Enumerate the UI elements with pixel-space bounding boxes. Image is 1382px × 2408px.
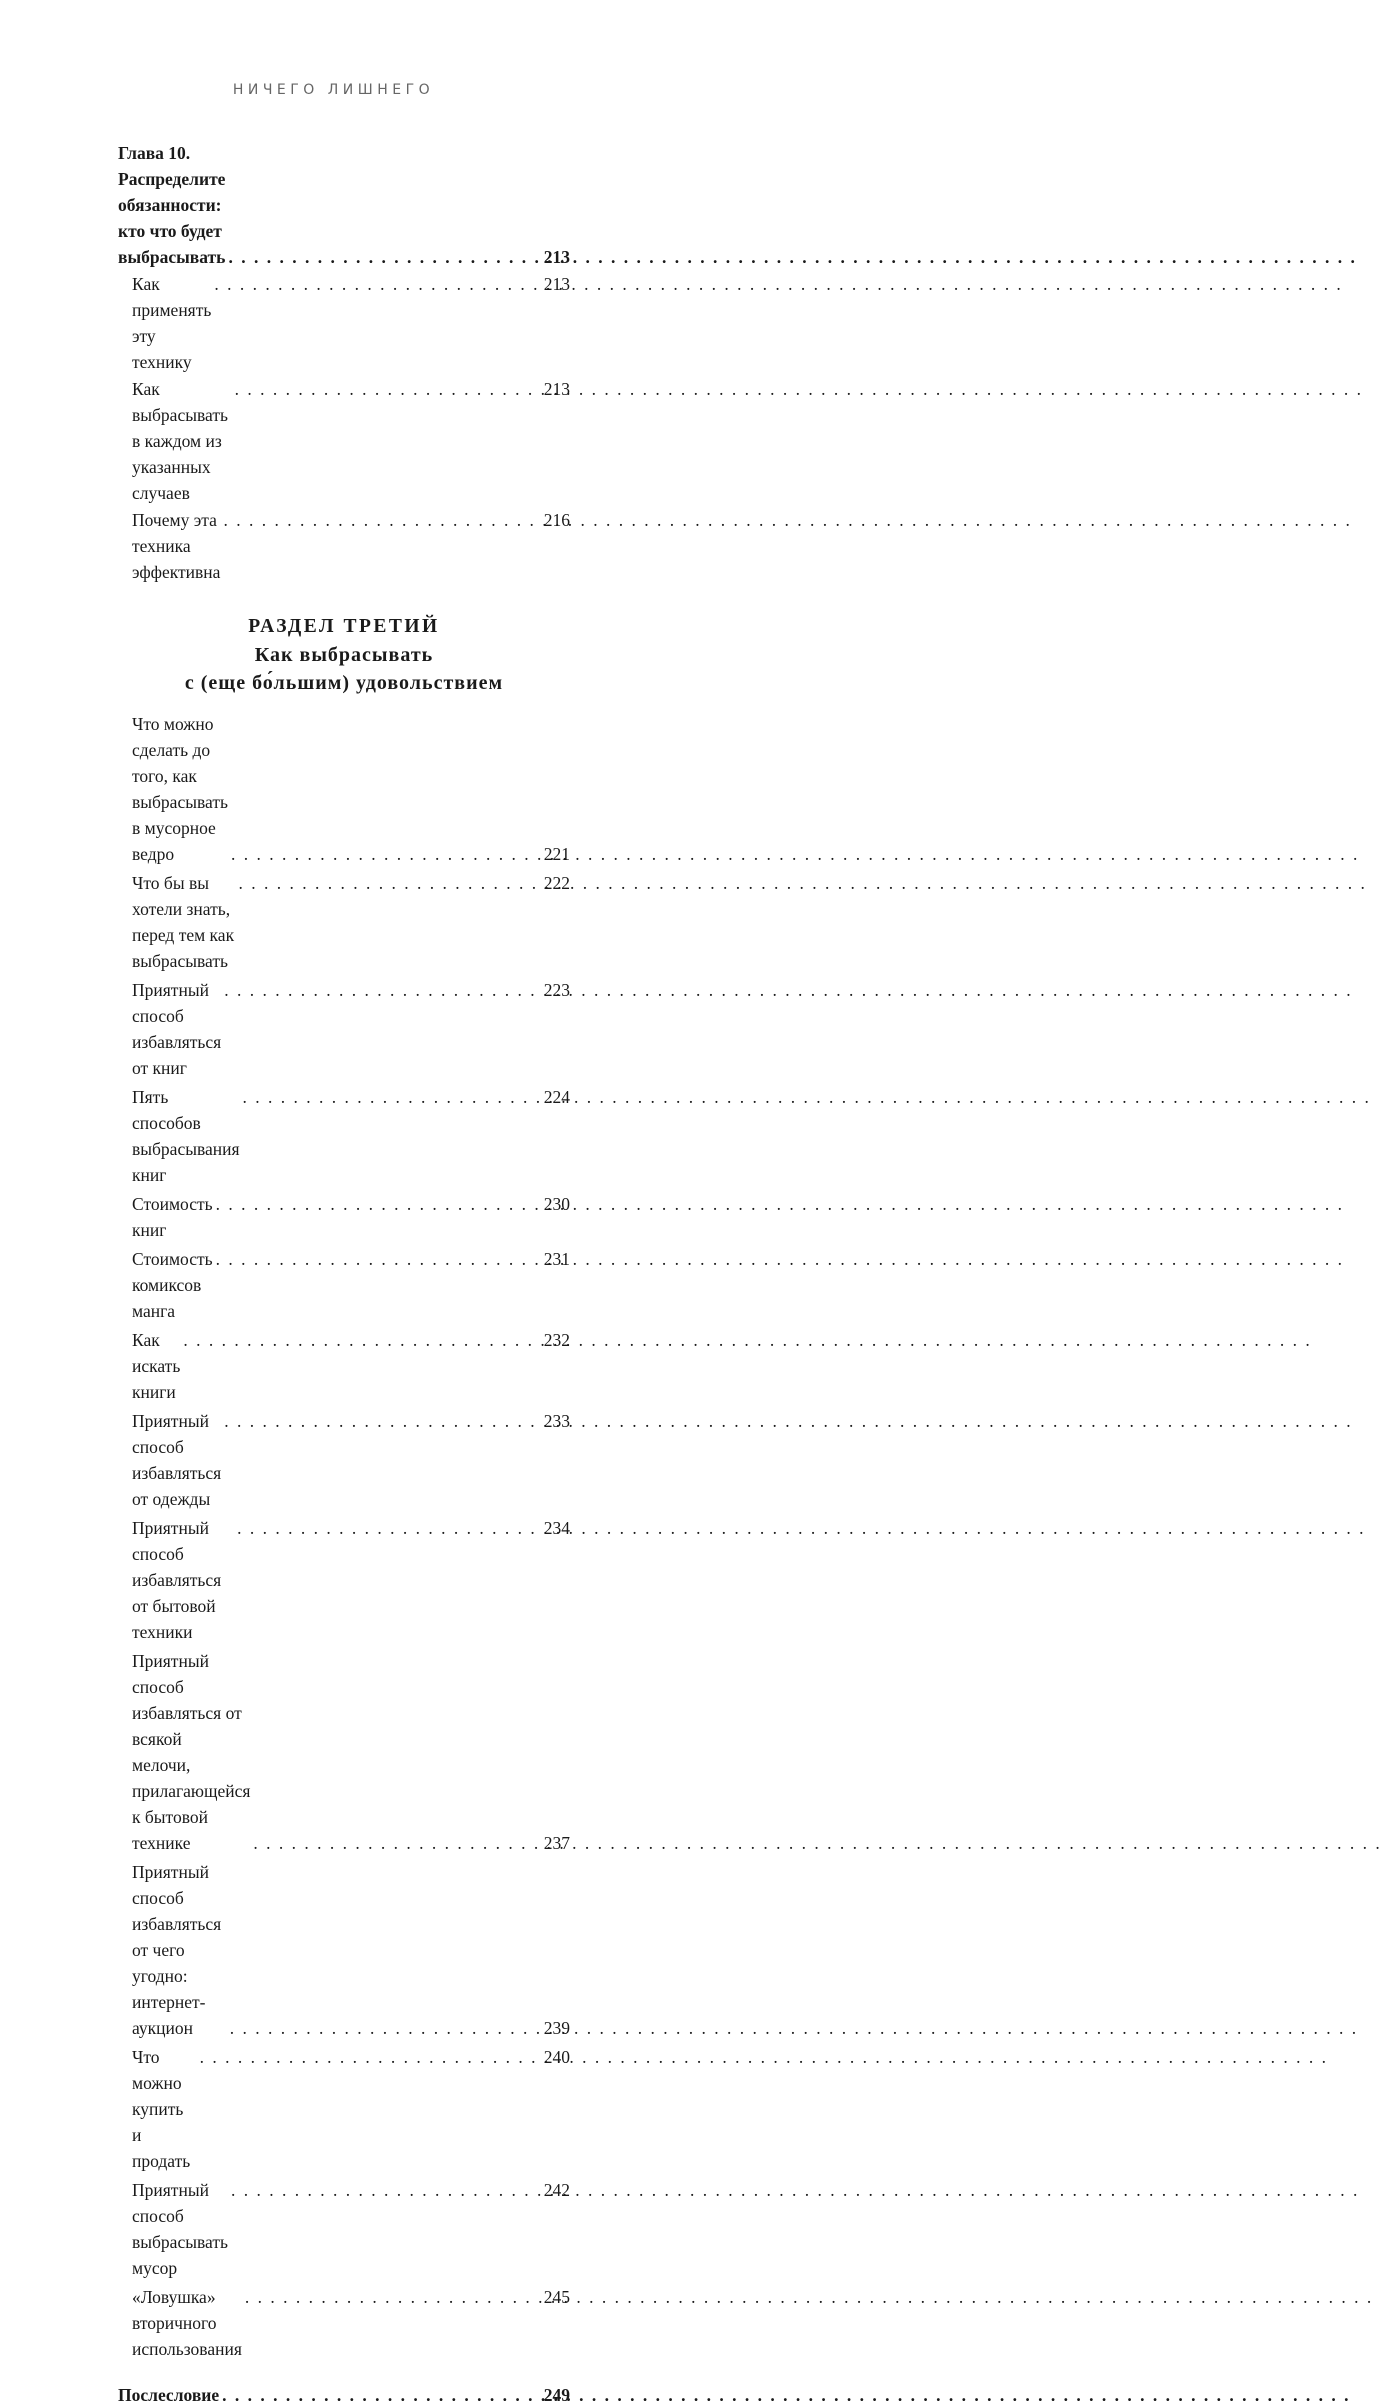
entry-title: Стоимость книг: [132, 1194, 213, 1240]
page-number: 233: [543, 1411, 570, 1431]
dot-leader: [230, 2015, 541, 2041]
page-number: 230: [543, 1194, 570, 1214]
table-of-contents: [118, 140, 570, 2408]
page-number: 240: [543, 2047, 570, 2067]
section-title-line-2: с (еще бо́льшим) удовольствием: [184, 672, 504, 694]
toc-entry[interactable]: [118, 1859, 570, 2041]
page-number: 242: [543, 2180, 570, 2200]
dot-leader: [243, 1084, 541, 1110]
toc-entry[interactable]: [118, 1515, 570, 1645]
toc-entry-chapter-10[interactable]: [118, 140, 570, 270]
page-number: 232: [543, 1330, 570, 1350]
entry-title: Приятный способ избавляться от книг: [132, 980, 222, 1078]
dot-leader: [223, 507, 540, 533]
page-number: 221: [543, 844, 570, 864]
entry-title: Пять способов выбрасывания книг: [132, 1087, 240, 1185]
page-number: 224: [543, 1087, 570, 1107]
entry-title: Приятный способ избавляться от одежды: [132, 1411, 222, 1509]
dot-leader: [214, 271, 540, 297]
dot-leader: [235, 376, 541, 402]
dot-leader: [237, 1515, 541, 1541]
page-number: 249: [543, 2385, 570, 2405]
toc-entry-afterword[interactable]: [118, 2382, 570, 2408]
entry-title: Как выбрасывать в каждом из указанных случаев: [132, 379, 228, 503]
page-number: 222: [543, 873, 570, 893]
toc-entry[interactable]: [118, 2177, 570, 2281]
dot-leader: [224, 977, 541, 1003]
dot-leader: [183, 1327, 540, 1353]
entry-title: Стоимость комиксов манга: [132, 1249, 213, 1321]
chapter-title-line-2: кто что будет выбрасывать: [118, 221, 226, 267]
chapter-title: [118, 140, 225, 270]
page-number: 234: [543, 1518, 570, 1538]
entry-title: Приятный способ выбрасывать мусор: [132, 2180, 228, 2278]
toc-entry[interactable]: [118, 1408, 570, 1512]
page-number: 237: [543, 1833, 570, 1853]
page-number: 213: [543, 274, 570, 294]
entry-title: Как искать книги: [132, 1330, 181, 1402]
dot-leader: [200, 2044, 541, 2070]
toc-entry[interactable]: [118, 376, 570, 506]
section-title-line-1: Как выбрасывать: [254, 644, 434, 666]
section-heading: [118, 613, 570, 697]
afterword-title: Послесловие: [118, 2385, 220, 2405]
entry-title: Что бы вы хотели знать, перед тем как выбрасывать: [132, 873, 235, 971]
page-number: 245: [543, 2287, 570, 2307]
entry-title-line-2: мелочи, прилагающейся к бытовой технике: [132, 1755, 251, 1853]
dot-leader: [238, 870, 540, 896]
dot-leader: [231, 841, 541, 867]
entry-title: «Ловушка» вторичного использования: [132, 2287, 242, 2359]
dot-leader: [216, 1246, 541, 1272]
dot-leader: [216, 1191, 541, 1217]
entry-title: [132, 711, 228, 867]
entry-title-line-1: Приятный способ избавляться от чего угодно:: [132, 1862, 222, 1986]
entry-title: Как применять эту технику: [132, 274, 212, 372]
chapter-title-line-1: Глава 10. Распределите обязанности:: [118, 143, 226, 215]
dot-leader: [224, 1408, 541, 1434]
entry-title: Почему эта техника эффективна: [132, 510, 221, 582]
page-number: 213: [543, 379, 570, 399]
page-number: 213: [543, 247, 570, 267]
toc-entry[interactable]: [118, 2044, 570, 2174]
toc-entry[interactable]: [118, 1191, 570, 1243]
entry-title: Приятный способ избавляться от бытовой техники: [132, 1518, 222, 1642]
entry-title: [132, 1859, 227, 2041]
toc-entry[interactable]: [118, 711, 570, 867]
toc-entry[interactable]: [118, 507, 570, 585]
page-number: 239: [543, 2018, 570, 2038]
section-entries: [118, 711, 570, 2362]
dot-leader: [228, 244, 540, 270]
entry-title-line-1: Что можно сделать до того, как выбрасывать: [132, 714, 228, 812]
entry-title: [132, 1648, 250, 1856]
page-number: 216: [543, 510, 570, 530]
dot-leader: [245, 2284, 541, 2310]
section-label: РАЗДЕЛ ТРЕТИЙ: [248, 616, 440, 637]
toc-entry[interactable]: [118, 1648, 570, 1856]
entry-title-line-2: интернет-аукцион: [132, 1992, 206, 2038]
entry-title-line-2: в мусорное ведро: [132, 818, 216, 864]
page-number: 231: [543, 1249, 570, 1269]
toc-entry[interactable]: [118, 2284, 570, 2362]
toc-entry[interactable]: [118, 977, 570, 1081]
toc-entry[interactable]: [118, 870, 570, 974]
dot-leader: [231, 2177, 541, 2203]
toc-entry[interactable]: [118, 271, 570, 375]
running-head: НИЧЕГО ЛИШНЕГО: [232, 82, 435, 98]
page-number: 223: [543, 980, 570, 1000]
entry-title: Что можно купить и продать: [132, 2047, 191, 2171]
entry-title-line-1: Приятный способ избавляться от всякой: [132, 1651, 242, 1749]
dot-leader: [222, 2382, 541, 2408]
toc-entry[interactable]: [118, 1246, 570, 1324]
toc-entry[interactable]: [118, 1084, 570, 1188]
toc-entry[interactable]: [118, 1327, 570, 1405]
dot-leader: [253, 1830, 540, 1856]
